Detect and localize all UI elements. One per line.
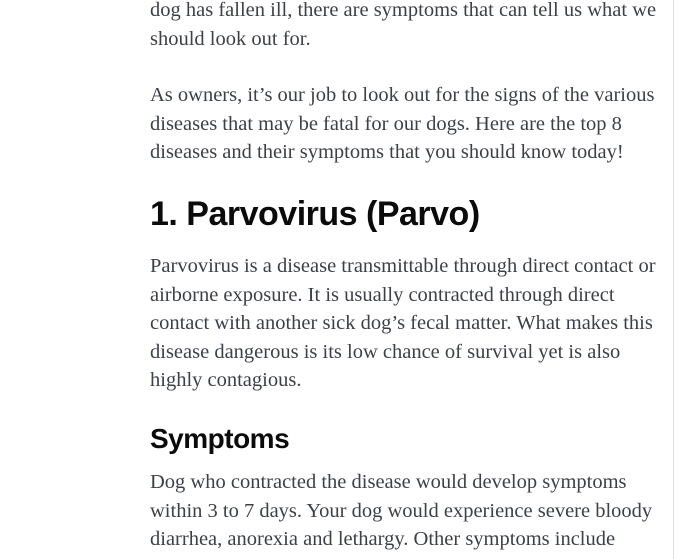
paragraph-line: airborne exposure. It is usually contracted through direct <box>150 283 615 306</box>
section-heading-parvovirus: 1. Parvovirus (Parvo) <box>150 194 480 233</box>
paragraph-line: Dog who contracted the disease would develop symptoms <box>150 470 627 493</box>
symptoms-paragraph <box>150 468 655 554</box>
paragraph-line: diseases and their symptoms that you should know today! <box>150 141 624 164</box>
right-gutter <box>674 0 685 559</box>
symptoms-heading: Symptoms <box>150 422 290 454</box>
paragraph-line: Parvovirus is a disease transmittable through direct contact or <box>150 254 656 277</box>
parvovirus-description-paragraph <box>150 252 655 395</box>
paragraph-line: contact with another sick dog’s fecal matter. What makes this <box>150 312 653 335</box>
paragraph-line: should look out for. <box>150 27 311 50</box>
article-content-column <box>150 0 655 559</box>
paragraph-line: within 3 to 7 days. Your dog would experience severe bloody <box>150 499 653 522</box>
owners-paragraph <box>150 81 655 167</box>
paragraph-line: diseases that may be fatal for our dogs. Here are the top 8 <box>150 112 622 135</box>
paragraph-line: As owners, it’s our job to look out for the signs of the various <box>150 84 655 107</box>
paragraph-line: highly contagious. <box>150 369 302 392</box>
paragraph-line: disease dangerous is its low chance of survival yet is also <box>150 340 621 363</box>
paragraph-line: dog has fallen ill, there are symptoms that can tell us what we <box>150 0 657 21</box>
paragraph-line: diarrhea, anorexia and lethargy. Other symptoms include <box>150 528 616 551</box>
intro-paragraph <box>150 0 655 53</box>
